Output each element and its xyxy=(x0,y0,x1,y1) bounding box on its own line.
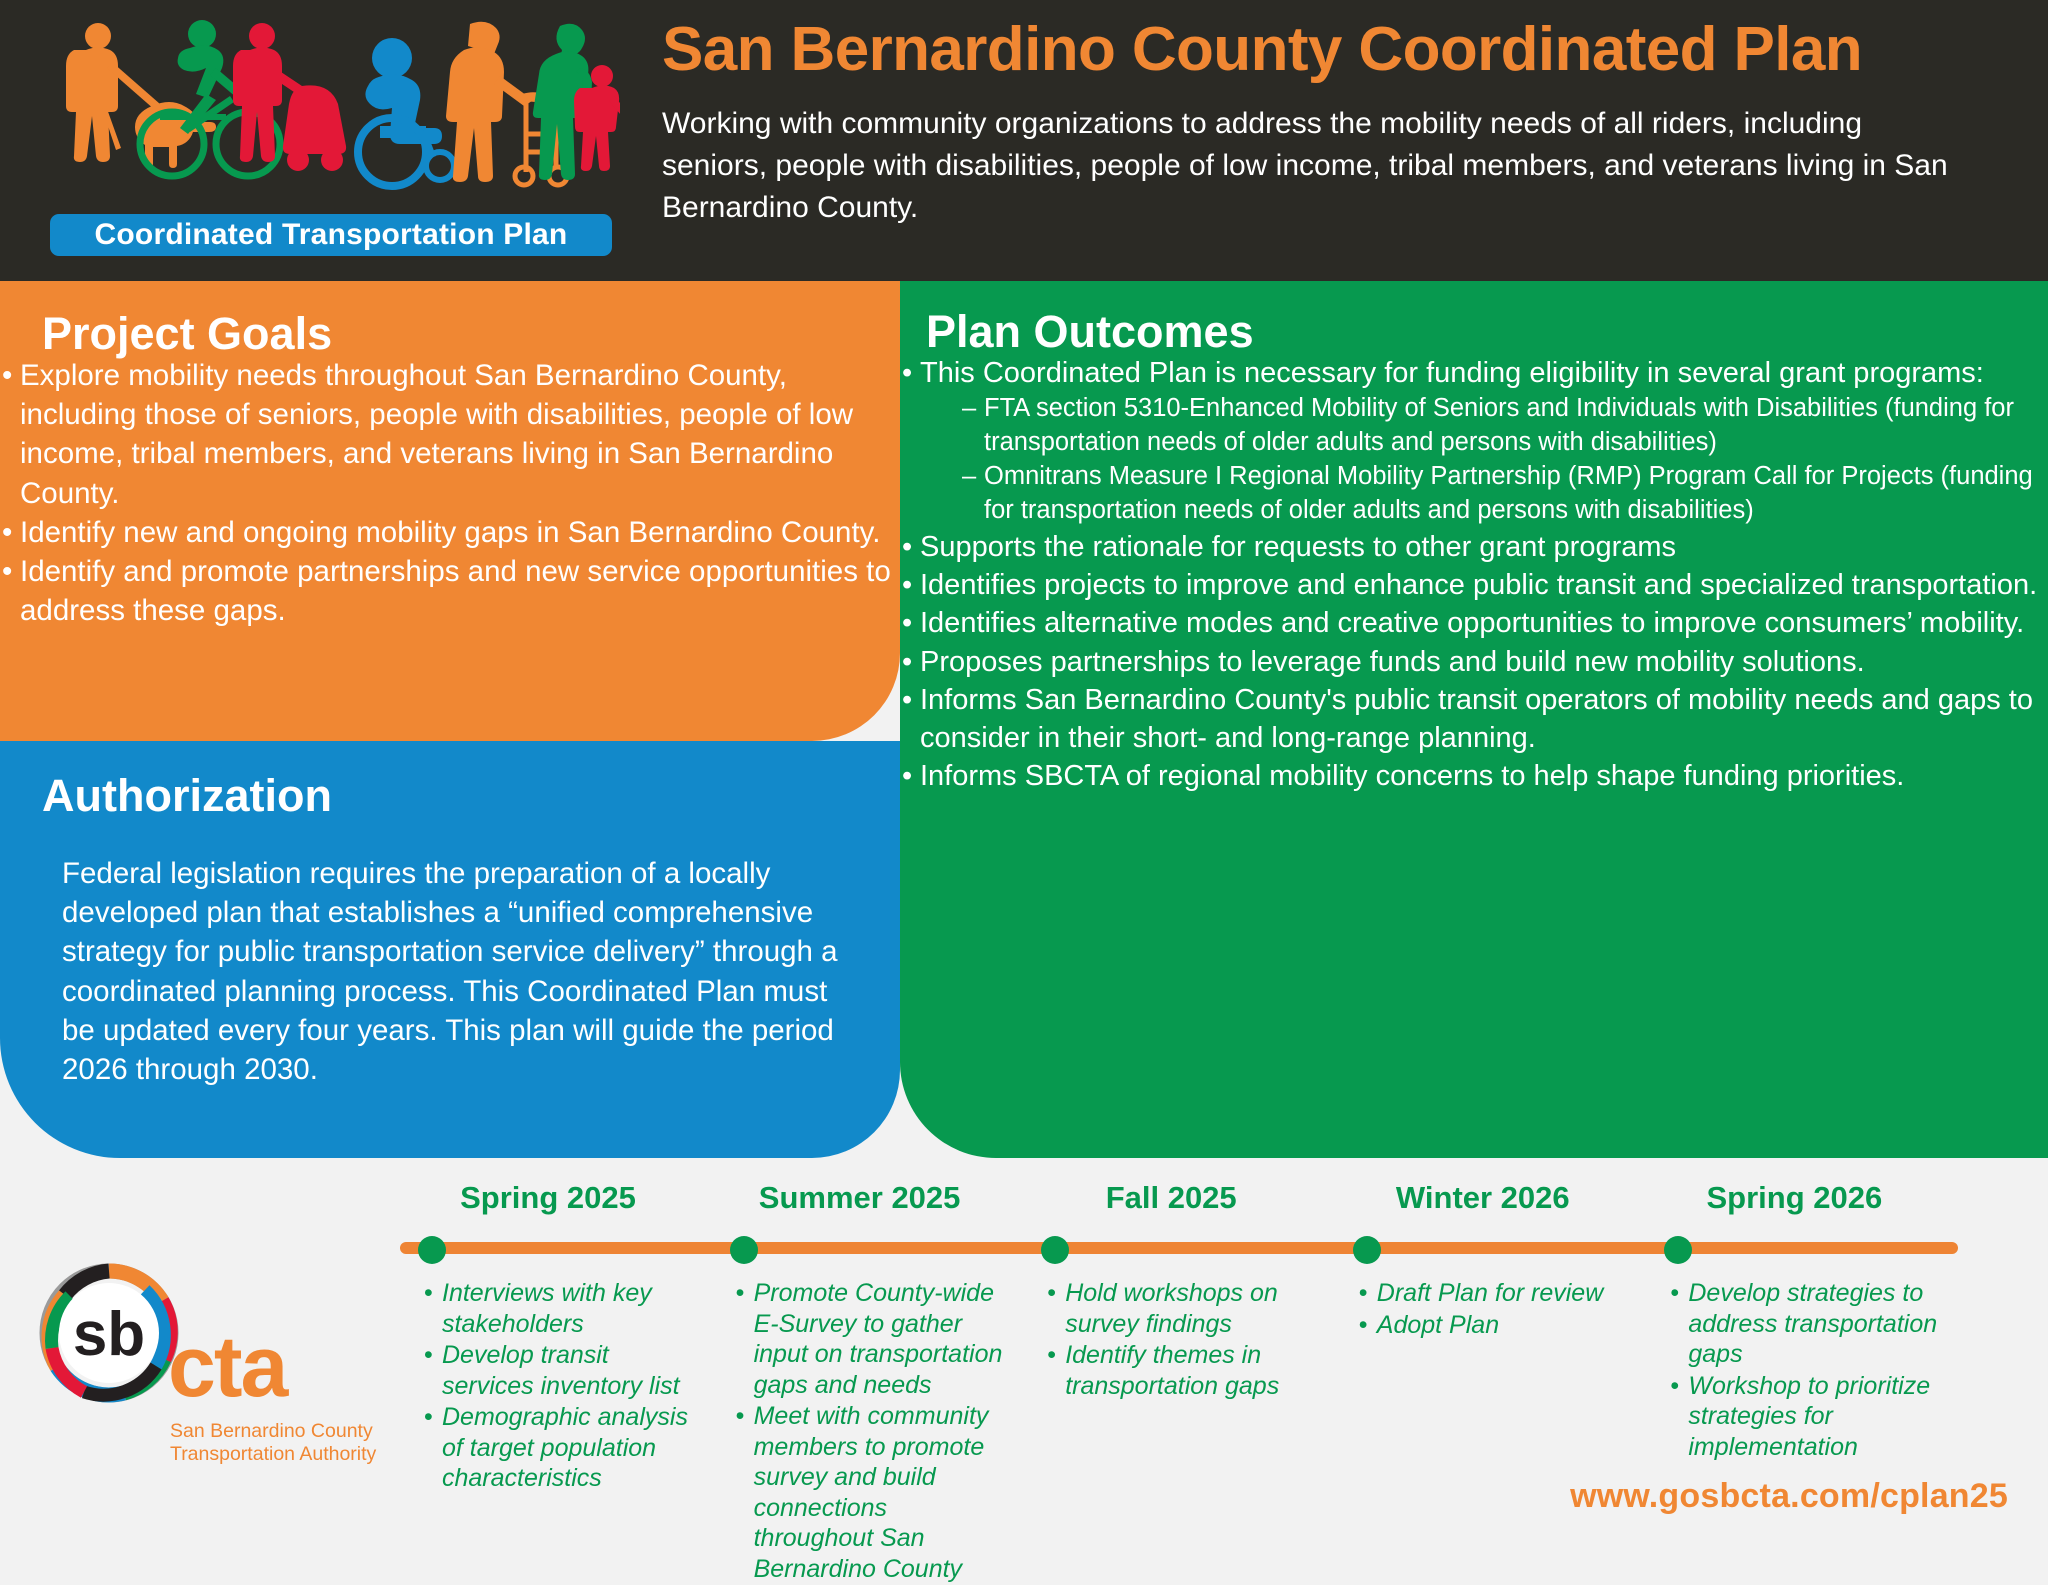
list-item: • Adopt Plan xyxy=(1359,1310,1631,1341)
authorization-title: Authorization xyxy=(42,770,332,821)
plan-outcomes-list xyxy=(900,354,2048,796)
list-item: • Interviews with key stakeholders xyxy=(424,1278,696,1339)
plan-outcomes-panel xyxy=(900,281,2048,1158)
cta-wordmark: cta xyxy=(168,1319,287,1415)
list-item: • Draft Plan for review xyxy=(1359,1278,1631,1309)
timeline-milestone-items xyxy=(424,1278,696,1495)
list-item: • Demographic analysis of target population characteristics xyxy=(424,1402,696,1494)
timeline-milestone-label: Spring 2026 xyxy=(1706,1180,1883,1215)
list-item: – FTA section 5310-Enhanced Mobility of Seniors and Individuals with Disabilities (funding for transportation needs of older adults and persons with disabilities) xyxy=(962,392,2048,460)
svg-text:sb: sb xyxy=(72,1300,146,1369)
timeline-milestone-label: Summer 2025 xyxy=(758,1180,961,1215)
coordinated-transportation-plan-logo xyxy=(22,8,632,263)
timeline-dot-icon xyxy=(730,1236,758,1264)
sbcta-logo-subtitle xyxy=(170,1420,376,1466)
authorization-body: Federal legislation requires the preparation of a locally developed plan that establishes a “unified comprehensive strategy for public transportation service delivery” through a coordinated planning process. This Coordinated Plan must be updated every four years. This plan will guide the period 2026 through 2030. xyxy=(62,856,838,1087)
project-goals-title: Project Goals xyxy=(42,308,333,359)
list-item: – Omnitrans Measure I Regional Mobility Partnership (RMP) Program Call for Projects (funding for transportation needs of older adults and persons with disabilities) xyxy=(962,460,2048,528)
authorization-panel xyxy=(0,741,900,1158)
timeline-milestone xyxy=(712,1180,1024,1583)
timeline-dot-icon xyxy=(1664,1236,1692,1264)
website-url[interactable]: www.gosbcta.com/cplan25 xyxy=(1570,1477,2008,1515)
plan-outcomes-title: Plan Outcomes xyxy=(926,306,1254,357)
list-item xyxy=(900,354,2048,528)
timeline-milestone-items xyxy=(1047,1278,1319,1402)
list-item-text: This Coordinated Plan is necessary for funding eligibility in several grant programs: xyxy=(920,357,1984,389)
logo-banner xyxy=(50,214,612,256)
timeline-dot-icon xyxy=(418,1236,446,1264)
list-item: • Hold workshops on survey findings xyxy=(1047,1278,1319,1339)
logo-banner-text: Coordinated Transportation Plan xyxy=(94,218,568,251)
list-item: • Develop strategies to address transportation gaps xyxy=(1670,1278,1942,1370)
timeline-dot-icon xyxy=(1353,1236,1381,1264)
plan-outcomes-sublist xyxy=(920,392,2048,528)
page-title: San Bernardino County Coordinated Plan xyxy=(662,15,1863,84)
list-item: • Supports the rationale for requests to other grant programs xyxy=(900,528,2048,566)
timeline-milestone-items xyxy=(736,1278,1008,1585)
timeline-dot-icon xyxy=(1041,1236,1069,1264)
list-item: • Identifies alternative modes and creative opportunities to improve consumers’ mobility. xyxy=(900,604,2048,642)
timeline-milestone-label: Spring 2025 xyxy=(460,1180,636,1215)
project-goals-list xyxy=(0,356,900,631)
timeline-milestone-items xyxy=(1670,1278,1942,1463)
timeline-milestone-label: Winter 2026 xyxy=(1395,1180,1570,1215)
list-item: • Meet with community members to promote survey and build connections throughout San Bernardino County xyxy=(736,1401,1008,1584)
timeline-milestone xyxy=(1023,1180,1335,1552)
list-item: • Proposes partnerships to leverage funds and build new mobility solutions. xyxy=(900,643,2048,681)
list-item: • Identify and promote partnerships and new service opportunities to address these gaps. xyxy=(0,552,900,630)
list-item: • Identify new and ongoing mobility gaps in San Bernardino County. xyxy=(0,513,900,552)
header-text-block xyxy=(662,15,2032,228)
page-subtitle: Working with community organizations to address the mobility needs of all riders, including seniors, people with disabilities, people of low income, tribal members, and veterans living in San Bernardino County. xyxy=(662,107,1948,224)
list-item: • Informs SBCTA of regional mobility concerns to help shape funding priorities. xyxy=(900,757,2048,795)
timeline-milestone-label: Fall 2025 xyxy=(1105,1180,1237,1215)
header-banner xyxy=(0,0,2048,281)
list-item: • Identify themes in transportation gaps xyxy=(1047,1340,1319,1401)
timeline-milestone xyxy=(400,1180,712,1552)
sbcta-logo xyxy=(38,1262,377,1512)
project-goals-panel xyxy=(0,281,900,741)
list-item: • Develop transit services inventory list xyxy=(424,1340,696,1401)
list-item: • Explore mobility needs throughout San Bernardino County, including those of seniors, people with disabilities, people of low income, tribal members, and veterans living in San Bernardino County. xyxy=(0,356,900,513)
list-item: • Workshop to prioritize strategies for implementation xyxy=(1670,1371,1942,1463)
sb-roundel-icon xyxy=(38,1262,180,1404)
timeline-milestone-items xyxy=(1359,1278,1631,1341)
people-silhouettes-icon xyxy=(40,10,620,200)
sbcta-logo-subtitle-line1: San Bernardino County xyxy=(170,1420,373,1442)
list-item: • Identifies projects to improve and enhance public transit and specialized transportation. xyxy=(900,566,2048,604)
sbcta-logo-subtitle-line2: Transportation Authority xyxy=(170,1443,377,1465)
list-item: • Promote County-wide E-Survey to gather input on transportation gaps and needs xyxy=(736,1278,1008,1400)
list-item: • Informs San Bernardino County's public transit operators of mobility needs and gaps to consider in their short- and long-range planning. xyxy=(900,681,2048,758)
